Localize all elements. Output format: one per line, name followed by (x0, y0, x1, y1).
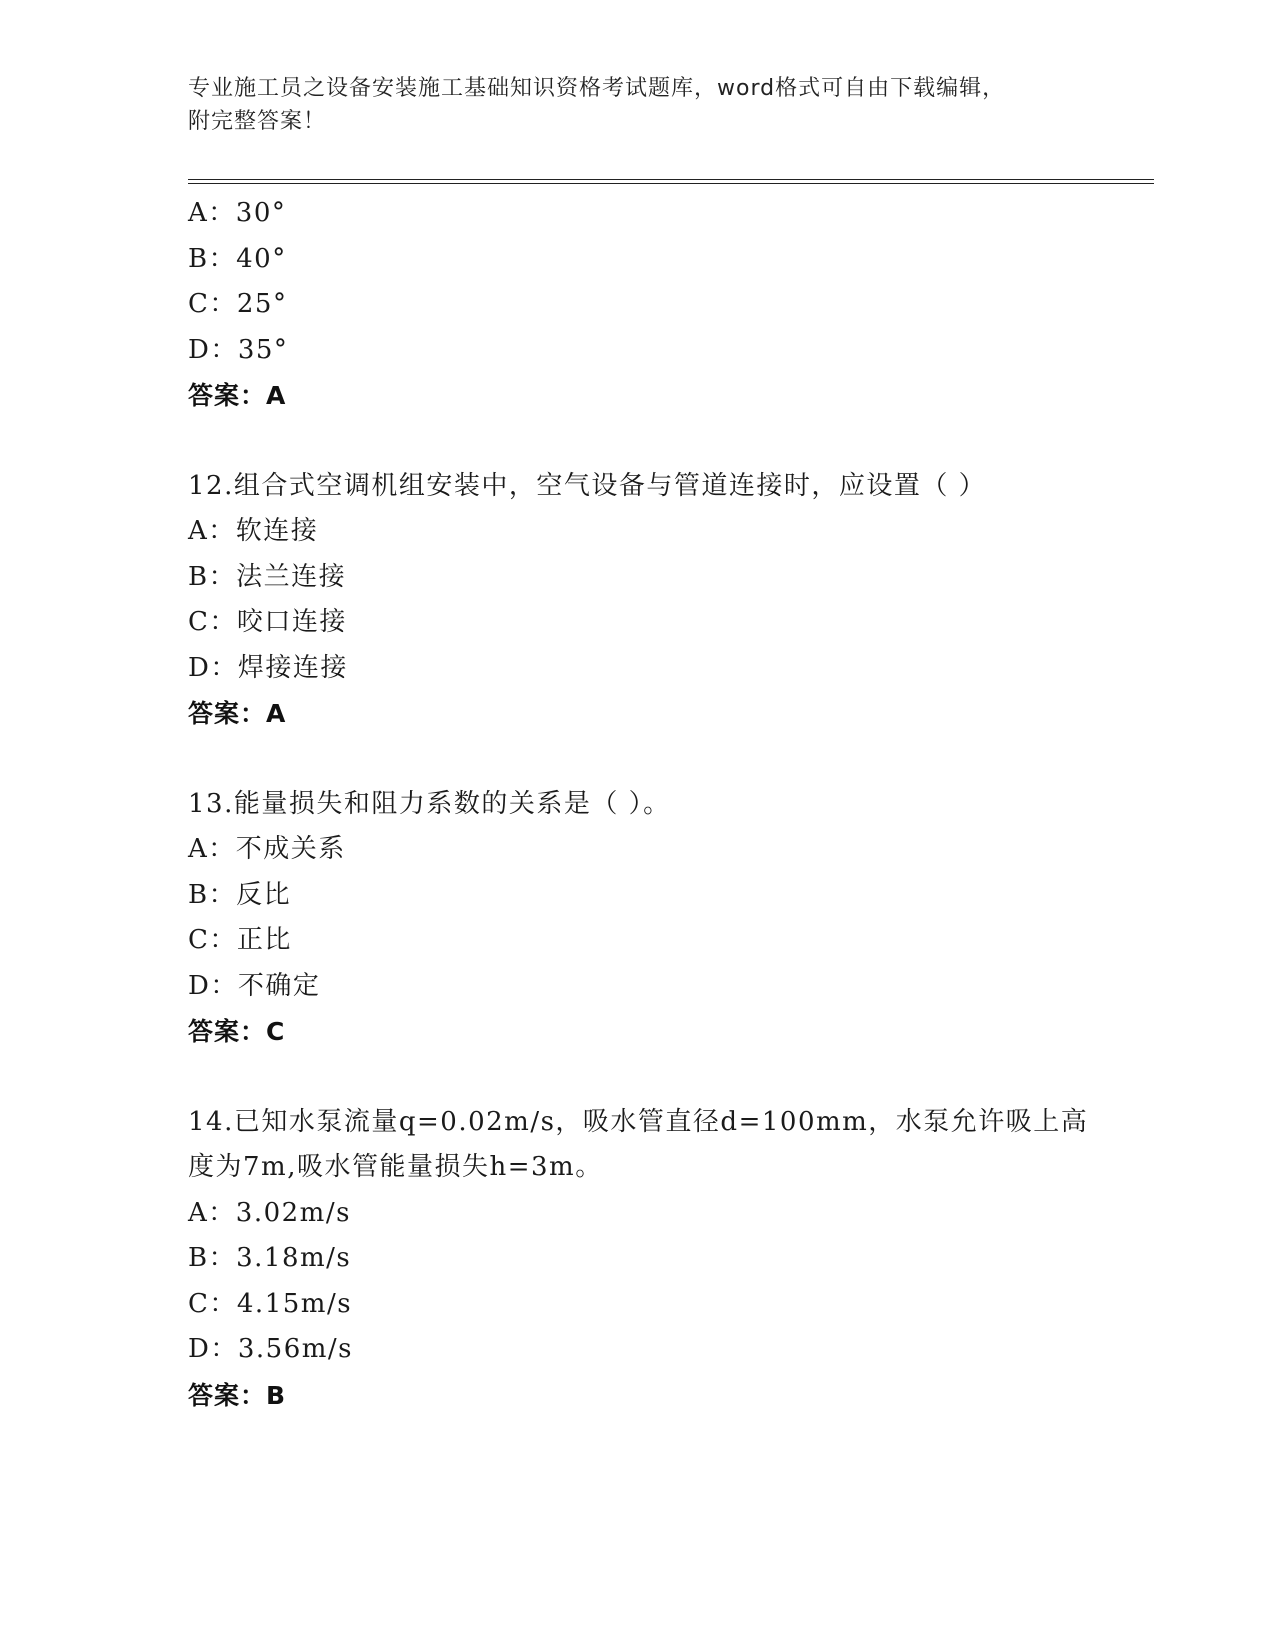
question-14-block (188, 1100, 1154, 1419)
option-a: A：软连接 (188, 516, 319, 546)
document-header (188, 72, 1088, 138)
option-c: C：正比 (188, 925, 292, 955)
question-text-line-2: 度为7m,吸水管能量损失h=3m。 (188, 1152, 603, 1182)
header-divider-bottom (188, 183, 1154, 184)
option-b: B：法兰连接 (188, 561, 347, 592)
option-b: B：反比 (188, 879, 292, 910)
option-d: D：焊接连接 (188, 652, 348, 683)
option-d: D：3.56m/s (188, 1334, 353, 1364)
header-line-1: 专业施工员之设备安装施工基础知识资格考试题库，word格式可自由下载编辑， (188, 76, 1006, 101)
option-c: C：咬口连接 (188, 607, 347, 637)
question-12-block (188, 464, 1154, 737)
option-a: A：3.02m/s (188, 1197, 351, 1228)
question-11-block (188, 191, 1154, 419)
option-d: D：不确定 (188, 970, 321, 1001)
question-text: 12.组合式空调机组安装中，空气设备与管道连接时，应设置（ ） (188, 470, 987, 501)
answer: 答案：B (188, 1380, 287, 1410)
answer: 答案：A (188, 699, 287, 728)
answer: 答案：A (188, 381, 287, 410)
option-c: C：4.15m/s (188, 1288, 353, 1319)
spacer (188, 737, 1154, 782)
header-line-2: 附完整答案！ (188, 109, 327, 134)
header-divider-top (188, 179, 1154, 180)
spacer (188, 1055, 1154, 1100)
option-c: C：25° (188, 289, 288, 319)
option-a: A：不成关系 (188, 834, 346, 864)
question-13-block (188, 782, 1154, 1055)
option-d: D：35° (188, 334, 289, 365)
answer: 答案：C (188, 1017, 286, 1046)
option-b: B：3.18m/s (188, 1243, 352, 1273)
question-text-line-1: 14.已知水泵流量q=0.02m/s，吸水管直径d=100mm，水泵允许吸上高 (188, 1106, 1089, 1137)
question-content (188, 191, 1154, 1418)
question-text: 13.能量损失和阻力系数的关系是（ ）。 (188, 788, 671, 819)
option-a: A：30° (188, 198, 287, 228)
spacer (188, 419, 1154, 464)
option-b: B：40° (188, 243, 287, 274)
